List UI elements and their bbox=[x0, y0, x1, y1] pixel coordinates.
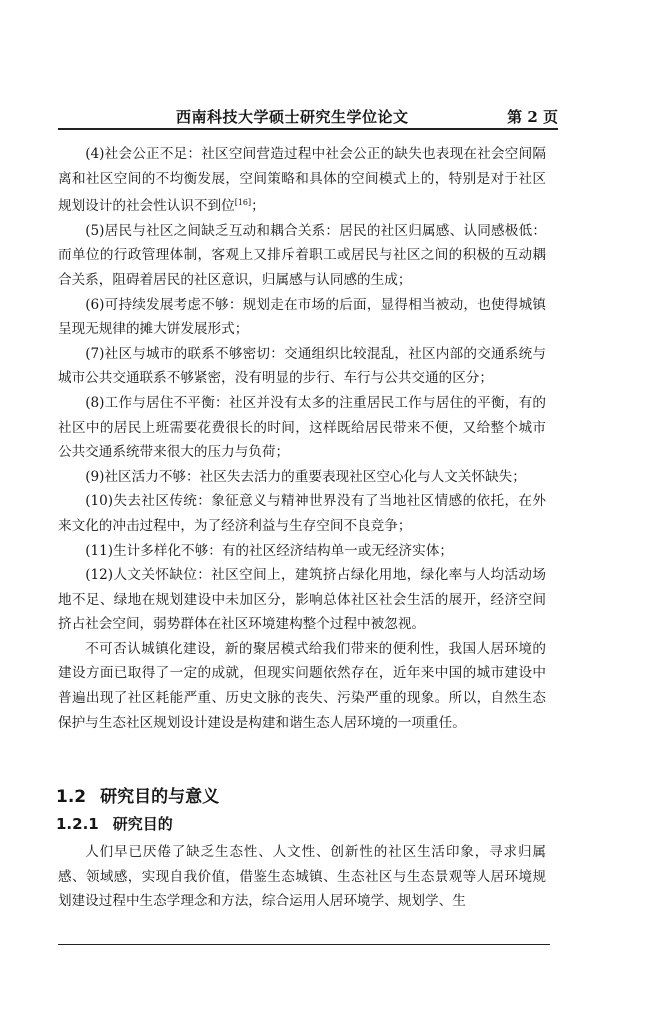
header-title: 西南科技大学硕士研究生学位论文 bbox=[176, 108, 409, 126]
paragraph-social-fairness: (4)社会公正不足：社区空间营造过程中社会公正的缺失也表现在社会空间隔离和社区空间的不均衡发展，空间策略和具体的空间模式上的，特别是对于社区规划设计的社会性认识不到位[16]； bbox=[58, 146, 546, 215]
page-header bbox=[58, 106, 558, 130]
paragraph-livelihood: (11)生计多样化不够：有的社区经济结构单一或无经济实体； bbox=[85, 542, 453, 559]
body-text-block bbox=[58, 142, 546, 735]
paragraph-tradition: (10)失去社区传统：象征意义与精神世界没有了当地社区情感的依托，在外来文化的冲击过程中，为了经济利益与生存空间不良竞争； bbox=[58, 493, 546, 534]
subsection-title: 研究目的 bbox=[112, 815, 173, 833]
subsection-heading bbox=[56, 813, 173, 834]
paragraph-research-purpose: 人们早已厌倦了缺乏生态性、人文性、创新性的社区生活印象，寻求归属感、领域感，实现自我价值，借鉴生态城镇、生态社区与生态景观等人居环境规划建设过程中生态学理念和方法，综合运用人居环境学、规划学、生 bbox=[58, 844, 546, 910]
paragraph-humanistic-care: (12)人文关怀缺位：社区空间上，建筑挤占绿化用地，绿化率与人均活动场地不足、绿地在规划建设中未加区分，影响总体社区社会生活的展开，经济空间挤占社会空间，弱势群体在社区环境建构整个过程中被忽视。 bbox=[58, 567, 546, 633]
paragraph-vitality: (9)社区活力不够：社区失去活力的重要表现社区空心化与人文关怀缺失； bbox=[85, 468, 526, 485]
header-page-number: 第 2 页 bbox=[507, 108, 558, 126]
subsection-number: 1.2.1 bbox=[56, 815, 99, 833]
paragraph-conclusion: 不可否认城镇化建设，新的聚居模式给我们带来的便利性，我国人居环境的建设方面已取得了一定的成就，但现实问题依然存在，近年来中国的城市建设中普遍出现了社区耗能严重、历史文脉的丧失、污染严重的现象。所以，自然生态保护与生态社区规划设计建设是构建和谐生态人居环境的一项重任。 bbox=[58, 640, 546, 731]
paragraph-city-connection: (7)社区与城市的联系不够密切：交通组织比较混乱，社区内部的交通系统与城市公共交通联系不够紧密，没有明显的步行、车行与公共交通的区分； bbox=[58, 345, 546, 387]
section-title: 研究目的与意义 bbox=[100, 787, 220, 807]
section-heading bbox=[56, 782, 219, 807]
citation-ref[interactable]: [16] bbox=[234, 198, 252, 208]
section-number: 1.2 bbox=[56, 787, 87, 807]
body-text-block-2 bbox=[58, 840, 546, 914]
footer-rule bbox=[58, 944, 550, 945]
paragraph-resident-interaction: (5)居民与社区之间缺乏互动和耦合关系：居民的社区归属感、认同感极低：而单位的行政管理体制，客观上又排斥着职工或居民与社区之间的积极的互动耦合关系，阻碍着居民的社区意识，归属感与认同感的生成； bbox=[58, 222, 546, 288]
paragraph-sustainability: (6)可持续发展考虑不够：规划走在市场的后面，显得相当被动，也使得城镇呈现无规律的摊大饼发展形式； bbox=[58, 296, 546, 338]
paragraph-work-living: (8)工作与居住不平衡：社区并没有太多的注重居民工作与居住的平衡，有的社区中的居民上班需要花费很长的时间，这样既给居民带来不便，又给整个城市公共交通系统带来很大的压力与负荷； bbox=[58, 394, 546, 461]
